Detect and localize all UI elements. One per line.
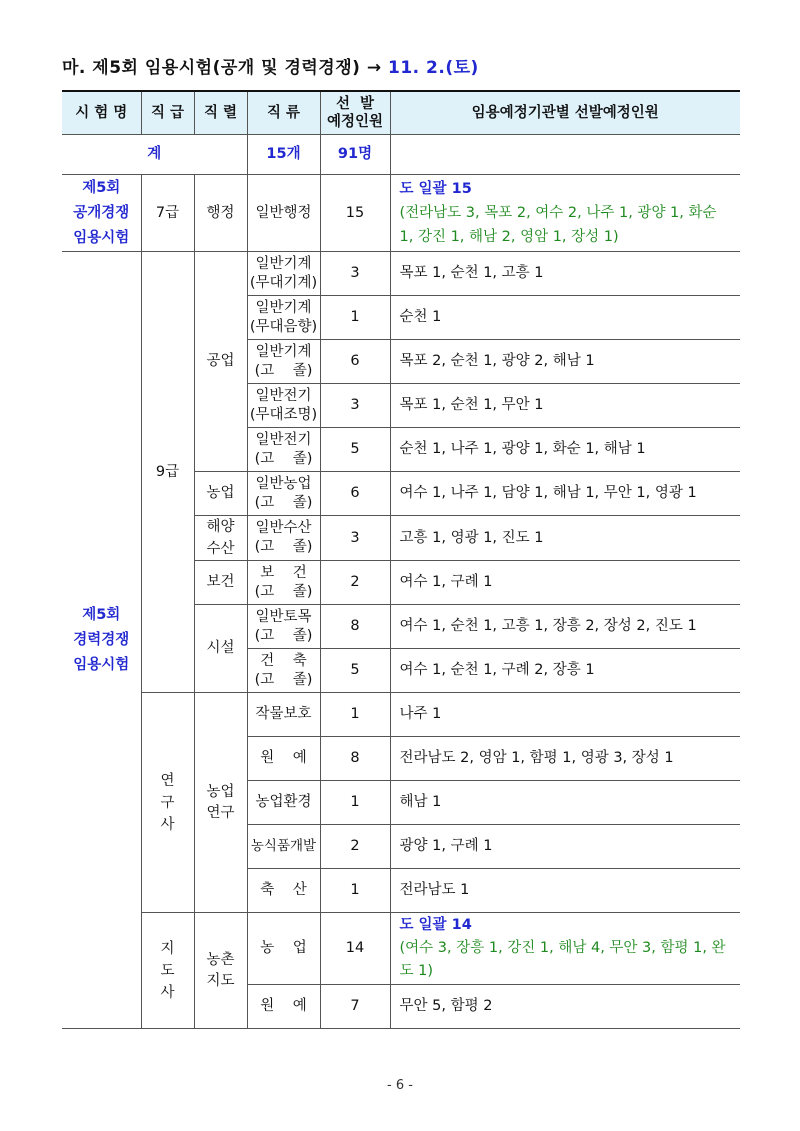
header-count-line2: 예정인원 — [326, 114, 384, 130]
type-cell: 일반수산 (고 졸) — [247, 516, 320, 561]
type-cell: 건 축 (고 졸) — [247, 649, 320, 693]
total-row — [62, 135, 740, 175]
page-number: - 6 - — [387, 1078, 413, 1093]
header-series: 직 렬 — [194, 91, 247, 135]
count-cell: 14 — [320, 913, 390, 985]
type-cell: 원 예 — [247, 737, 320, 781]
header-count — [320, 91, 390, 135]
type-cell: 농 업 — [247, 913, 320, 985]
count-cell: 1 — [320, 693, 390, 737]
series-agriculture: 농업 — [194, 472, 247, 516]
exam-date: 11. 2.(토) — [388, 58, 479, 78]
count-cell: 7 — [320, 985, 390, 1029]
type-cell: 농식품개발 — [247, 825, 320, 869]
grade-researcher: 연 구 사 — [141, 693, 194, 913]
series-facility: 시설 — [194, 605, 247, 693]
agency-cell: 목포 1, 순천 1, 무안 1 — [390, 384, 740, 428]
table-row — [62, 252, 740, 296]
type-cell: 보 건 (고 졸) — [247, 561, 320, 605]
agency-cell: 순천 1, 나주 1, 광양 1, 화순 1, 해남 1 — [390, 428, 740, 472]
type-cell: 농업환경 — [247, 781, 320, 825]
type-cell: 일반기계 (무대음향) — [247, 296, 320, 340]
open-exam-agency — [390, 175, 740, 252]
grade-instructor: 지 도 사 — [141, 913, 194, 1029]
open-exam-agency-detail: (전라남도 3, 목포 2, 여수 2, 나주 1, 광양 1, 화순 1, 강진 1, 해남 2, 영암 1, 장성 1) — [399, 205, 717, 245]
total-types: 15개 — [247, 135, 320, 175]
career-grade-9: 9급 — [141, 252, 194, 693]
agency-cell: 전라남도 2, 영암 1, 함평 1, 영광 3, 장성 1 — [390, 737, 740, 781]
count-cell: 2 — [320, 561, 390, 605]
series-rural-guidance: 농촌 지도 — [194, 913, 247, 1029]
table-row — [62, 693, 740, 737]
header-count-line1: 선 발 — [335, 96, 375, 112]
guidance-agency-head: 도 일괄 14 — [399, 917, 472, 933]
series-ocean: 해양 수산 — [194, 516, 247, 561]
count-cell: 2 — [320, 825, 390, 869]
series-agri-research: 농업 연구 — [194, 693, 247, 913]
type-cell: 작물보호 — [247, 693, 320, 737]
header-agency: 임용예정기관별 선발예정인원 — [390, 91, 740, 135]
agency-cell: 전라남도 1 — [390, 869, 740, 913]
open-exam-grade: 7급 — [141, 175, 194, 252]
agency-cell: 광양 1, 구례 1 — [390, 825, 740, 869]
type-cell: 원 예 — [247, 985, 320, 1029]
table-row — [62, 913, 740, 985]
series-engineering: 공업 — [194, 252, 247, 472]
count-cell: 1 — [320, 296, 390, 340]
section-title — [62, 53, 479, 78]
type-cell: 일반전기 (고 졸) — [247, 428, 320, 472]
open-exam-count: 15 — [320, 175, 390, 252]
total-label: 계 — [62, 135, 247, 175]
type-cell: 축 산 — [247, 869, 320, 913]
header-exam-name: 시 험 명 — [62, 91, 141, 135]
agency-cell: 여수 1, 구례 1 — [390, 561, 740, 605]
total-count: 91명 — [320, 135, 390, 175]
count-cell: 8 — [320, 605, 390, 649]
count-cell: 3 — [320, 384, 390, 428]
section-title-text: 마. 제5회 임용시험(공개 및 경력경쟁) → — [62, 58, 382, 78]
total-agency — [390, 135, 740, 175]
recruitment-table — [62, 90, 740, 1029]
header-grade: 직 급 — [141, 91, 194, 135]
count-cell: 5 — [320, 428, 390, 472]
count-cell: 3 — [320, 516, 390, 561]
count-cell: 8 — [320, 737, 390, 781]
type-cell: 일반기계 (무대기계) — [247, 252, 320, 296]
series-health: 보건 — [194, 561, 247, 605]
open-exam-agency-head: 도 일괄 15 — [399, 181, 472, 197]
open-exam-row — [62, 175, 740, 252]
type-cell: 일반전기 (무대조명) — [247, 384, 320, 428]
count-cell: 1 — [320, 781, 390, 825]
table-header-row — [62, 91, 740, 135]
type-cell: 일반농업 (고 졸) — [247, 472, 320, 516]
agency-cell: 고흥 1, 영광 1, 진도 1 — [390, 516, 740, 561]
count-cell: 5 — [320, 649, 390, 693]
count-cell: 1 — [320, 869, 390, 913]
agency-cell: 여수 1, 순천 1, 고흥 1, 장흥 2, 장성 2, 진도 1 — [390, 605, 740, 649]
open-exam-series: 행정 — [194, 175, 247, 252]
agency-cell: 무안 5, 함평 2 — [390, 985, 740, 1029]
agency-cell: 목포 1, 순천 1, 고흥 1 — [390, 252, 740, 296]
open-exam-type: 일반행정 — [247, 175, 320, 252]
agency-cell: 나주 1 — [390, 693, 740, 737]
type-cell: 일반기계 (고 졸) — [247, 340, 320, 384]
header-type: 직 류 — [247, 91, 320, 135]
agency-cell: 해남 1 — [390, 781, 740, 825]
type-cell: 일반토목 (고 졸) — [247, 605, 320, 649]
career-exam-name: 제5회 경력경쟁 임용시험 — [62, 252, 141, 1029]
count-cell: 6 — [320, 472, 390, 516]
agency-cell — [390, 913, 740, 985]
agency-cell: 여수 1, 순천 1, 구례 2, 장흥 1 — [390, 649, 740, 693]
guidance-agency-detail: (여수 3, 장흥 1, 강진 1, 해남 4, 무안 3, 함평 1, 완도 1) — [399, 940, 726, 979]
agency-cell: 여수 1, 나주 1, 담양 1, 해남 1, 무안 1, 영광 1 — [390, 472, 740, 516]
agency-cell: 목포 2, 순천 1, 광양 2, 해남 1 — [390, 340, 740, 384]
count-cell: 3 — [320, 252, 390, 296]
agency-cell: 순천 1 — [390, 296, 740, 340]
count-cell: 6 — [320, 340, 390, 384]
open-exam-name: 제5회 공개경쟁 임용시험 — [62, 175, 141, 252]
